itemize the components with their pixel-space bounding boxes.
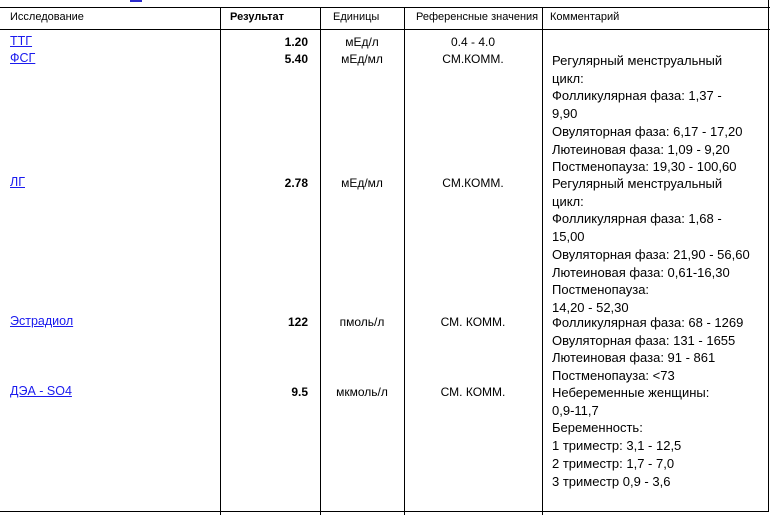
comment-line: Лютеиновая фаза: 1,09 - 9,20	[552, 141, 730, 157]
units-value: мЕд/л	[345, 35, 379, 49]
column-divider	[220, 7, 221, 515]
comment-line: Регулярный менструальный	[552, 53, 723, 68]
result-value: 2.78	[284, 176, 308, 190]
comment-line: 9,90	[552, 106, 578, 122]
header-units: Единицы	[333, 11, 380, 23]
test-name-lg[interactable]: ЛГ	[10, 175, 25, 189]
comment-line: 15,00	[552, 229, 585, 245]
header-result: Результат	[230, 11, 285, 23]
reference-value: СМ.КОММ.	[442, 176, 504, 190]
comment-estradiol	[552, 314, 762, 385]
header-test: Исследование	[10, 11, 84, 23]
comment-line: Беременность:	[552, 420, 643, 436]
test-name-dea-so4[interactable]: ДЭА - SO4	[10, 384, 72, 398]
comment-line: Овуляторная фаза: 131 - 1655	[552, 332, 736, 348]
result-value: 9.5	[291, 385, 308, 399]
result-value: 1.20	[284, 35, 308, 49]
units-value: мЕд/мл	[341, 176, 383, 190]
comment-lg	[552, 175, 762, 317]
comment-line: цикл:	[552, 193, 584, 209]
result-value: 122	[287, 315, 308, 329]
test-name-ttg[interactable]: ТТГ	[10, 34, 33, 48]
comment-line: 14,20 - 52,30	[552, 299, 629, 315]
comment-line: Фолликулярная фаза: 1,68 -	[552, 211, 722, 227]
reference-value: СМ. КОММ.	[440, 315, 506, 329]
comment-dea-so4	[552, 384, 762, 490]
column-divider	[320, 7, 321, 515]
comment-line: Постменопауза: <73	[552, 368, 675, 384]
comment-line: Фолликулярная фаза: 68 - 1269	[552, 315, 744, 330]
comment-line: Фолликулярная фаза: 1,37 -	[552, 88, 722, 104]
top-link-fragment	[130, 0, 142, 2]
comment-line: 2 триместр: 1,7 - 7,0	[552, 455, 675, 471]
comment-line: Регулярный менструальный	[552, 176, 723, 191]
test-name-fsg[interactable]: ФСГ	[10, 51, 36, 65]
result-value: 5.40	[284, 52, 308, 66]
header-comment: Комментарий	[550, 11, 620, 23]
column-divider	[404, 7, 405, 515]
column-divider	[542, 7, 543, 515]
comment-line: 1 триместр: 3,1 - 12,5	[552, 438, 682, 454]
test-name-estradiol[interactable]: Эстрадиол	[10, 314, 74, 328]
comment-line: Лютеиновая фаза: 91 - 861	[552, 350, 716, 366]
reference-value: СМ.КОММ.	[442, 52, 504, 66]
table-top-border	[0, 7, 770, 8]
comment-line: Овуляторная фаза: 21,90 - 56,60	[552, 246, 750, 262]
comment-line: 3 триместр 0,9 - 3,6	[552, 473, 671, 489]
comment-line: цикл:	[552, 70, 584, 86]
units-value: мкмоль/л	[336, 385, 388, 399]
reference-value: СМ. КОММ.	[440, 385, 506, 399]
reference-value: 0.4 - 4.0	[450, 35, 496, 49]
units-value: пмоль/л	[339, 315, 385, 329]
header-reference: Референсные значения	[416, 11, 539, 23]
comment-fsg	[552, 52, 762, 176]
comment-line: Овуляторная фаза: 6,17 - 17,20	[552, 123, 743, 139]
comment-line: Небеременные женщины:	[552, 385, 710, 400]
comment-line: Лютеиновая фаза: 0,61-16,30	[552, 264, 730, 280]
comment-line: 0,9-11,7	[552, 402, 599, 418]
header-divider	[0, 29, 770, 30]
units-value: мЕд/мл	[341, 52, 383, 66]
comment-line: Постменопауза: 19,30 - 100,60	[552, 159, 737, 175]
comment-line: Постменопауза:	[552, 282, 650, 298]
